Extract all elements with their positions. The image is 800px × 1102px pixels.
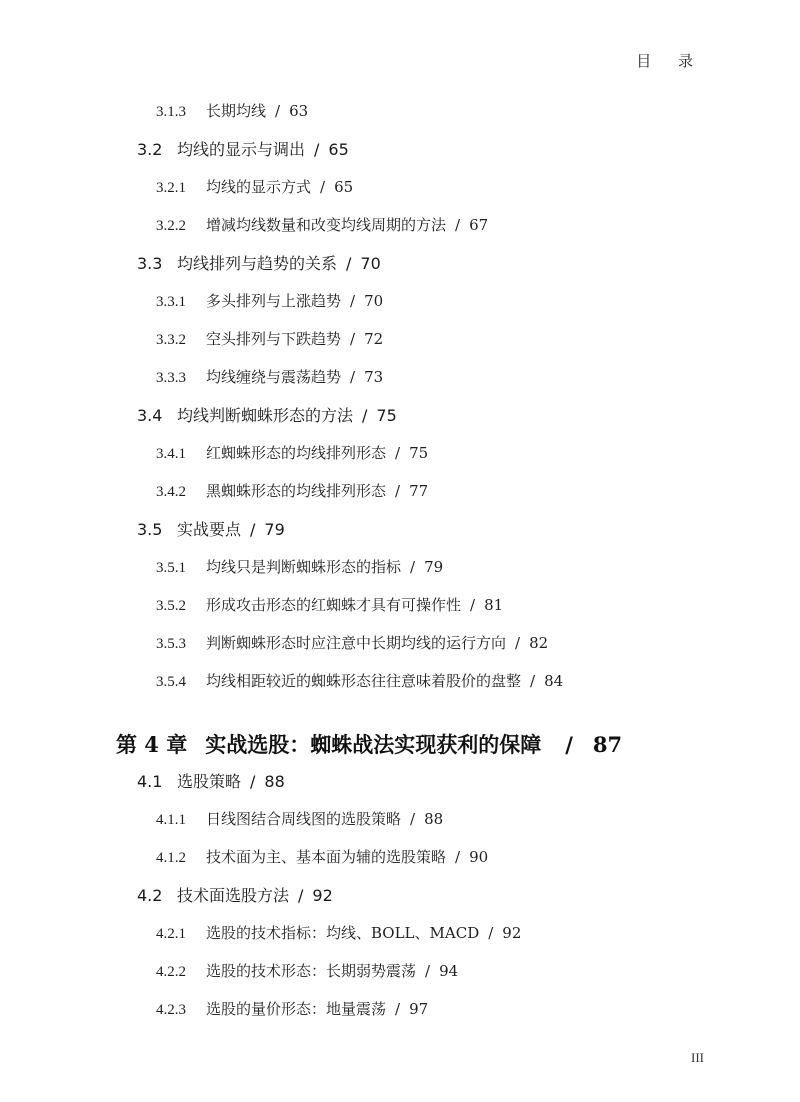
toc-entry-4-2-2[interactable]: 4.2.2 选股的技术形态：长期弱势震荡 / 94 (156, 962, 459, 980)
toc-entry-4-2[interactable]: 4.2 技术面选股方法 / 92 (137, 886, 333, 905)
toc-entry-3-1-3[interactable]: 3.1.3 长期均线 / 63 (156, 102, 309, 120)
toc-entry-4-1-2[interactable]: 4.1.2 技术面为主、基本面为辅的选股策略 / 90 (156, 848, 489, 866)
toc-entry-3-2-1[interactable]: 3.2.1 均线的显示方式 / 65 (156, 178, 354, 196)
toc-entry-3-5-3[interactable]: 3.5.3 判断蜘蛛形态时应注意中长期均线的运行方向 / 82 (156, 634, 549, 652)
toc-entry-3-3-2[interactable]: 3.3.2 空头排列与下跌趋势 / 72 (156, 330, 384, 348)
toc-entry-3-4-1[interactable]: 3.4.1 红蜘蛛形态的均线排列形态 / 75 (156, 444, 429, 462)
toc-entry-3-5-1[interactable]: 3.5.1 均线只是判断蜘蛛形态的指标 / 79 (156, 558, 444, 576)
running-header: 目 录 (636, 52, 704, 70)
toc-entry-3-3-3[interactable]: 3.3.3 均线缠绕与震荡趋势 / 73 (156, 368, 384, 386)
toc-entry-4-2-3[interactable]: 4.2.3 选股的量价形态：地量震荡 / 97 (156, 1000, 429, 1018)
toc-entry-3-2[interactable]: 3.2 均线的显示与调出 / 65 (137, 140, 349, 159)
toc-entry-3-4-2[interactable]: 3.4.2 黑蜘蛛形态的均线排列形态 / 77 (156, 482, 429, 500)
toc-entry-4-1[interactable]: 4.1 选股策略 / 88 (137, 772, 285, 791)
toc-entry-3-5[interactable]: 3.5 实战要点 / 79 (137, 520, 285, 539)
page-number: III (691, 1050, 704, 1065)
toc-entry-3-3[interactable]: 3.3 均线排列与趋势的关系 / 70 (137, 254, 381, 273)
toc-entry-4-2-1[interactable]: 4.2.1 选股的技术指标：均线、BOLL、MACD / 92 (156, 924, 522, 942)
toc-entry-4-1-1[interactable]: 4.1.1 日线图结合周线图的选股策略 / 88 (156, 810, 444, 828)
toc-entry-3-3-1[interactable]: 3.3.1 多头排列与上涨趋势 / 70 (156, 292, 384, 310)
toc-entry-3-2-2[interactable]: 3.2.2 增减均线数量和改变均线周期的方法 / 67 (156, 216, 489, 234)
toc-entry-3-5-2[interactable]: 3.5.2 形成攻击形态的红蜘蛛才具有可操作性 / 81 (156, 596, 504, 614)
toc-entry-3-5-4[interactable]: 3.5.4 均线相距较近的蜘蛛形态往往意味着股价的盘整 / 84 (156, 672, 564, 690)
toc-chapter-4[interactable]: 第 4 章 实战选股：蜘蛛战法实现获利的保障 / 87 (116, 732, 623, 757)
toc-entry-3-4[interactable]: 3.4 均线判断蜘蛛形态的方法 / 75 (137, 406, 397, 425)
